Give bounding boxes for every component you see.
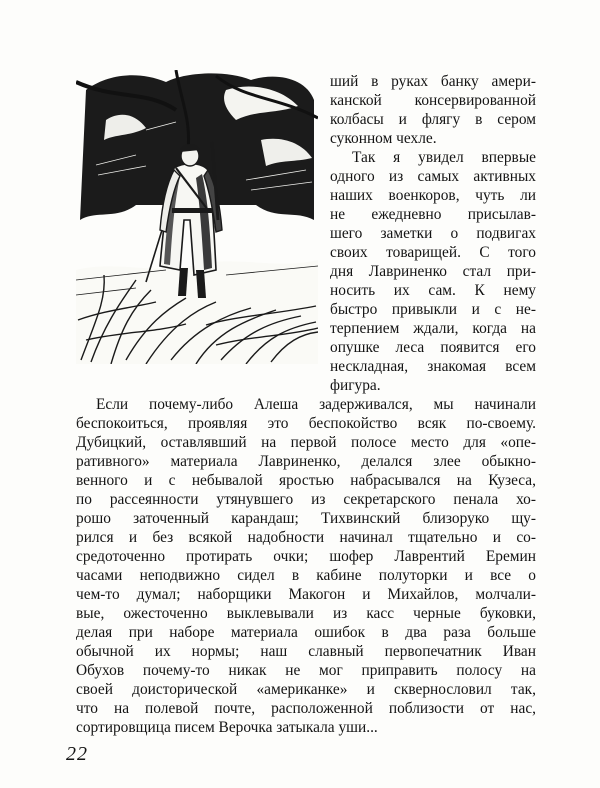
text-line: вые, ожесточенно выклевывали из касс черные буковки, (76, 605, 536, 622)
text-line-paragraph-start: Так я увидел впервые (352, 149, 536, 166)
text-line: сортировщица писем Верочка затыкала уши... (76, 719, 378, 736)
text-line: наших военкоров, чуть ли (330, 187, 536, 204)
text-line: рился и без всякой надобности начинал тщательно и со- (76, 529, 536, 546)
text-line: обычной их нормы; наш славный первопечатник Иван (76, 643, 536, 660)
text-line: ший в руках банку амери- (330, 73, 536, 90)
text-line: ративного» материала Лавриненко, делался злее обыкно- (76, 453, 536, 470)
text-line: нескладная, знакомая всем (330, 358, 536, 375)
text-line: средоточенно протирать очки; шофер Лаврентий Еремин (76, 548, 536, 565)
text-line: рошо заточенный карандаш; Тихвинский близоруко щу- (76, 510, 536, 527)
text-line: чем-то думал; наборщики Макогон и Михайлов, молчали- (76, 586, 536, 603)
text-line: канской консервированной (330, 92, 536, 109)
illustration-svg (76, 70, 318, 364)
text-line: одного из самых активных (330, 168, 536, 185)
text-line: быстро привыкли и с не- (330, 301, 536, 318)
text-line: часами неподвижно сидел в кабине полуторки и все о (76, 567, 536, 584)
text-line: не ежедневно присылав- (330, 206, 536, 223)
text-line-paragraph-start: Если почему-либо Алеша задерживался, мы начинали (96, 396, 536, 413)
text-line: своих товарищей. С того (330, 244, 536, 261)
text-line: Обухов почему-то никак не мог приправить полосу на (76, 662, 536, 679)
text-line: носить их сам. К нему (330, 282, 536, 299)
text-line: что на полевой почте, расположенной поблизости от нас, (76, 700, 536, 717)
text-line: венного и с небывалой яростью набрасывался на Кузеса, (76, 472, 536, 489)
text-line: делая при наборе материала ошибок в два раза больше (76, 624, 536, 641)
text-line: суконном чехле. (330, 130, 437, 147)
text-line: опушке леса появится его (330, 339, 536, 356)
text-line: беспокоиться, проявляя это беспокойство всяк по-своему. (76, 415, 536, 432)
soldier-in-forest-illustration (76, 70, 318, 364)
text-line: терпением ждали, когда на (330, 320, 536, 337)
text-line: Дубицкий, оставлявший на первой полосе место для «опе- (76, 434, 536, 451)
text-line: своей доисторической «американке» и сквернословил так, (76, 681, 536, 698)
text-line: по рассеянности утянувшего из секретарского пенала хо- (76, 491, 536, 508)
page-number: 22 (66, 743, 88, 765)
text-line: дня Лавриненко стал при- (330, 263, 536, 280)
text-line: шего заметки о подвигах (330, 225, 536, 242)
text-line: колбасы и флягу в сером (330, 111, 536, 128)
text-line: фигура. (330, 377, 381, 394)
